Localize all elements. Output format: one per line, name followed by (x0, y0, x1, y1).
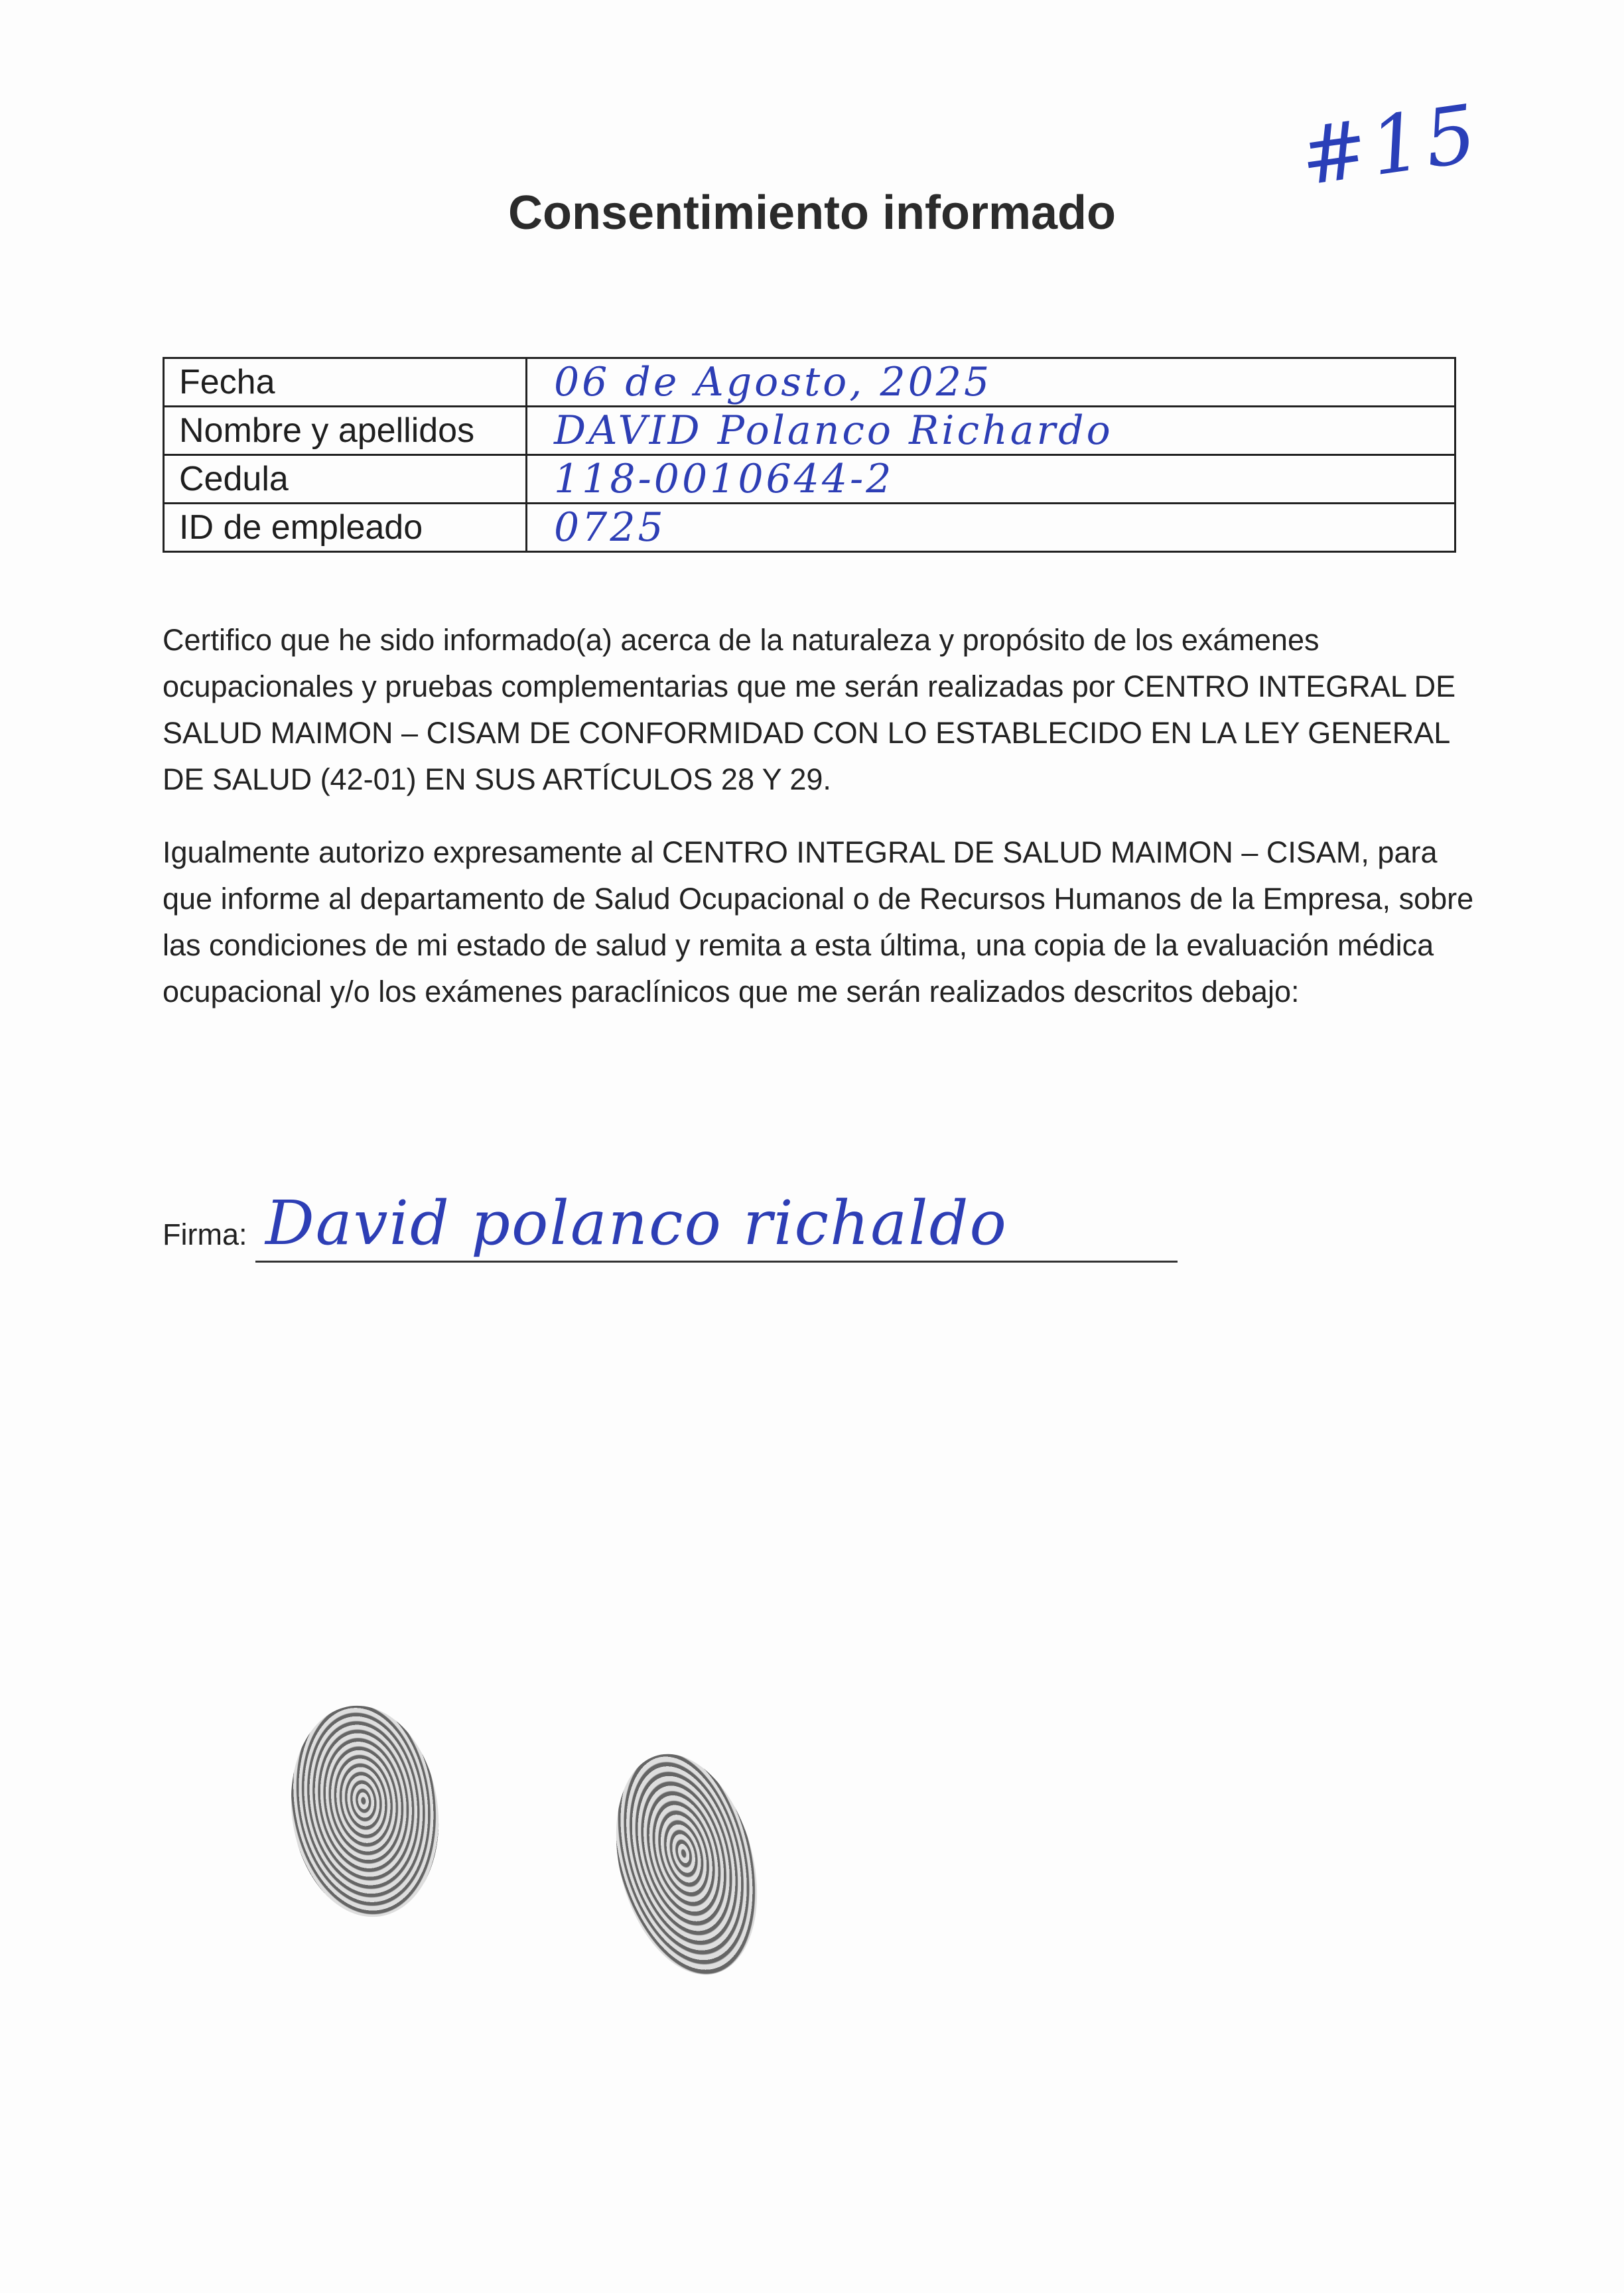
fingerprint-right-icon (593, 1738, 779, 1990)
consent-paragraph-1: Certifico que he sido informado(a) acerca de la naturaleza y propósito de los exámenes ocupacionales y pruebas complementarias que me serán realizadas por CENTRO INTEGRAL DE SALUD MAIMON – CISAM DE CONFORMIDAD CON LO ESTABLECIDO EN LA LEY GENERAL DE SALUD (42-01) EN SUS ARTÍCULOS 28 Y 29. (163, 623, 1456, 796)
field-label-nombre: Nombre y apellidos (164, 407, 527, 455)
table-row (164, 407, 1455, 455)
info-table (163, 357, 1456, 553)
field-label-fecha: Fecha (164, 358, 527, 407)
fingerprint-left-icon (278, 1696, 452, 1927)
document-title: Consentimiento informado (508, 186, 1116, 240)
field-value-id-empleado: 0725 (527, 504, 1455, 552)
consent-paragraph-2: Igualmente autorizo expresamente al CENTRO INTEGRAL DE SALUD MAIMON – CISAM, para que informe al departamento de Salud Ocupacional o de Recursos Humanos de la Empresa, sobre las condiciones de mi estado de salud y remita a esta última, una copia de la evaluación médica ocupacional y/o los exámenes paraclínicos que me serán realizados descritos debajo: (163, 835, 1474, 1008)
field-value-cedula: 118-0010644-2 (527, 455, 1455, 504)
handwritten-signature: David polanco richaldo (265, 1188, 1008, 1259)
field-value-nombre: DAVID Polanco Richardo (527, 407, 1455, 455)
field-label-id-empleado: ID de empleado (164, 504, 527, 552)
table-row (164, 455, 1455, 504)
field-label-cedula: Cedula (164, 455, 527, 504)
field-value-fecha: 06 de Agosto, 2025 (527, 358, 1455, 407)
table-row (164, 358, 1455, 407)
signature-label: Firma: (163, 1217, 247, 1251)
signature-line (255, 1261, 1178, 1263)
page-number-annotation: #15 (1294, 87, 1486, 204)
table-row (164, 504, 1455, 552)
